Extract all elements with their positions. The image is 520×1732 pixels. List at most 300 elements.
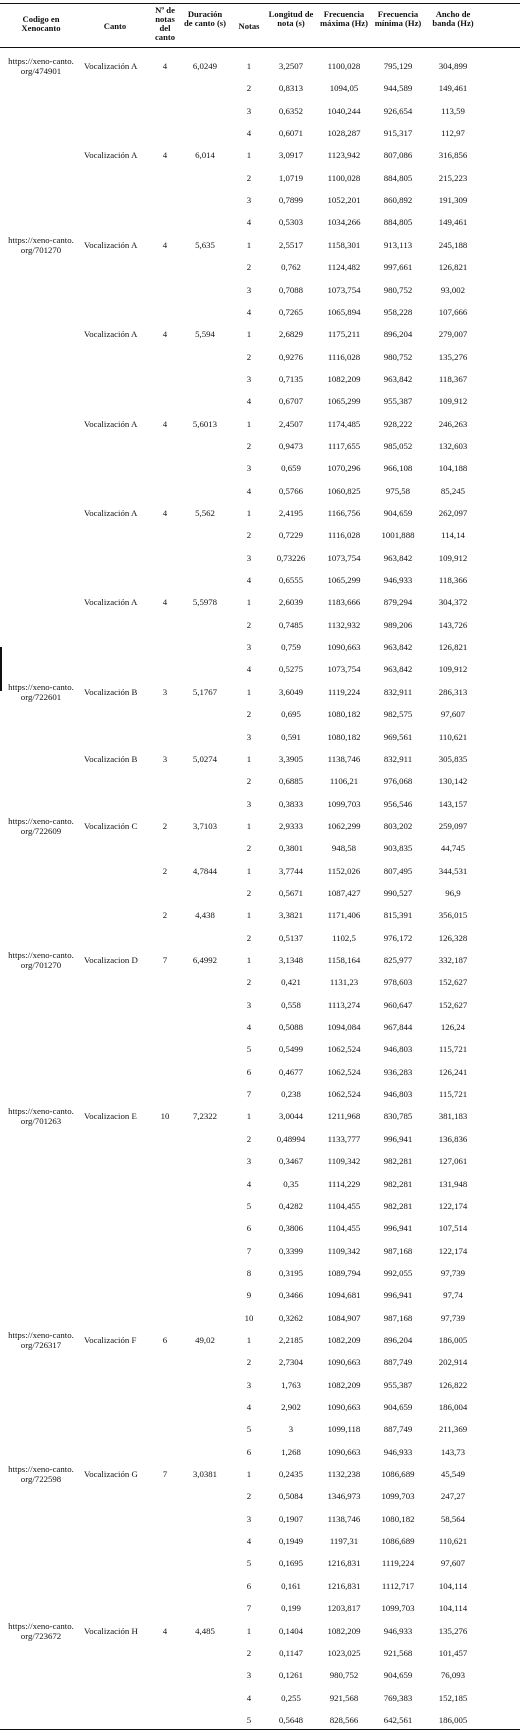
cell-freq-min: 803,202 [383,820,413,831]
cell-ancho: 191,309 [438,195,468,206]
cell-num-notas: 10 [160,1111,170,1122]
cell-freq-min: 795,129 [383,61,413,71]
cell-longitud: 0,5084 [278,1491,304,1502]
cell-freq-max: 1090,663 [327,642,361,653]
cell-duracion: 5,594 [195,329,215,340]
cell-canto: Vocalización H [84,1625,138,1636]
cell-canto: Vocalización G [84,1469,138,1480]
cell-freq-max: 1114,229 [327,1178,361,1189]
cell-freq-max: 1065,299 [327,575,361,586]
cell-ancho: 143,73 [440,1446,466,1457]
cell-ancho: 45,549 [440,1469,466,1480]
cell-freq-min: 884,805 [383,172,413,183]
cell-ancho: 115,721 [438,1089,468,1100]
cell-longitud: 1,268 [281,1446,301,1457]
cell-ancho: 109,912 [438,664,468,675]
cell-ancho: 115,721 [438,1044,468,1055]
cell-nota: 2 [246,1647,252,1658]
cell-ancho: 186,004 [438,1402,468,1412]
cell-freq-min: 987,168 [383,1245,413,1256]
cell-ancho: 131,948 [438,1178,468,1189]
cell-longitud: 0,7899 [278,195,304,206]
cell-freq-min: 904,659 [383,508,413,518]
cell-freq-max: 1065,299 [327,396,361,407]
cell-longitud: 2,4195 [278,508,304,518]
cell-freq-max: 1211,968 [327,1111,361,1122]
cell-freq-max: 1131,23 [329,977,359,988]
cell-longitud: 0,1907 [278,1513,304,1524]
cell-ancho: 97,739 [440,1267,466,1278]
cell-freq-max: 1104,455 [327,1223,361,1234]
cell-ancho: 104,188 [438,463,468,474]
cell-longitud: 0,238 [281,1089,301,1100]
cell-nota: 5 [246,1714,252,1725]
cell-freq-max: 1080,182 [327,731,361,742]
cell-longitud: 1,0719 [278,172,304,183]
cell-nota: 4 [246,306,252,317]
cell-ancho: 152,627 [438,977,468,988]
cell-nota: 4 [246,217,252,228]
cell-codigo: https://xeno-canto. org/701270 [8,950,74,970]
cell-freq-min: 990,527 [383,887,413,898]
cell-ancho: 286,313 [438,686,468,697]
cell-longitud: 0,6707 [278,396,304,407]
cell-longitud: 3 [288,1424,294,1435]
cell-nota: 5 [246,1044,252,1055]
cell-freq-min: 1001,888 [381,530,415,541]
cell-freq-max: 921,568 [329,1692,359,1703]
cell-longitud: 0,255 [281,1692,301,1703]
cell-freq-min: 896,204 [383,329,413,340]
cell-nota: 1 [246,1625,252,1636]
cell-nota: 3 [246,552,252,563]
cell-freq-max: 1099,703 [327,798,361,809]
cell-freq-max: 1197,31 [329,1536,359,1547]
cell-ancho: 126,821 [438,262,468,273]
cell-longitud: 0,3467 [278,1156,304,1167]
cell-longitud: 0,5303 [278,217,304,228]
cell-freq-min: 904,659 [383,1402,413,1412]
cell-freq-min: 980,752 [383,351,413,362]
cell-ancho: 109,912 [438,396,468,407]
cell-freq-min: 926,654 [383,105,413,116]
cell-canto: Vocalización F [84,1334,137,1345]
cell-freq-min: 884,805 [383,217,413,228]
cell-longitud: 2,6829 [278,329,304,340]
cell-longitud: 0,6555 [278,575,304,586]
cell-codigo: https://xeno-canto. org/726317 [8,1329,74,1350]
cell-duracion: 7,2322 [192,1111,218,1122]
cell-longitud: 0,762 [281,262,301,273]
cell-freq-min: 978,603 [383,977,413,988]
cell-freq-max: 1132,932 [327,619,361,630]
cell-num-notas: 4 [162,329,168,340]
cell-freq-max: 1082,209 [327,1334,361,1345]
cell-ancho: 135,276 [438,351,468,362]
cell-ancho: 132,603 [438,440,468,451]
cell-ancho: 97,607 [440,1558,466,1569]
cell-codigo: https://xeno-canto. org/701263 [8,1106,74,1127]
cell-freq-min: 946,933 [383,575,413,586]
cell-nota: 8 [246,1267,252,1278]
cell-longitud: 0,659 [281,463,301,474]
cell-freq-max: 1094,084 [327,1022,361,1033]
cell-codigo: https://xeno-canto. org/474901 [8,56,74,76]
cell-freq-max: 1090,663 [327,1446,361,1457]
cell-ancho: 202,914 [438,1357,468,1368]
cell-duracion: 5,5978 [192,597,218,608]
cell-ancho: 247,27 [440,1491,466,1502]
cell-freq-max: 1089,794 [327,1267,361,1278]
cell-longitud: 0,5499 [278,1044,304,1055]
cell-longitud: 3,2507 [278,61,304,71]
cell-freq-max: 1099,118 [327,1424,361,1435]
cell-freq-min: 1099,703 [381,1603,415,1614]
cell-ancho: 122,174 [438,1245,468,1256]
cell-longitud: 0,759 [281,642,301,653]
cell-nota: 4 [246,664,252,675]
cell-longitud: 0,5671 [278,887,304,898]
cell-freq-min: 1112,717 [381,1580,415,1591]
cell-ancho: 96,9 [445,887,461,898]
cell-ancho: 127,061 [438,1156,468,1167]
cell-ancho: 85,245 [440,485,466,496]
cell-freq-max: 1152,026 [327,865,361,876]
cell-nota: 1 [246,910,252,921]
cell-nota: 7 [246,1089,252,1100]
cell-freq-min: 807,495 [383,865,413,876]
cell-longitud: 0,7088 [278,284,304,295]
cell-freq-min: 992,055 [383,1267,413,1278]
cell-longitud: 0,1261 [278,1670,304,1681]
cell-freq-min: 832,911 [383,686,413,697]
cell-freq-min: 996,941 [383,1290,413,1301]
cell-freq-min: 955,387 [383,396,413,407]
cell-longitud: 2,6039 [278,597,304,608]
cell-longitud: 0,6071 [278,128,304,139]
cell-duracion: 5,562 [195,508,215,518]
header-codigo: Codigo en Xenocanto [21,14,61,33]
cell-longitud: 0,3262 [278,1312,304,1323]
cell-freq-min: 928,222 [383,418,413,429]
cell-ancho: 186,005 [438,1714,468,1725]
cell-freq-max: 1109,342 [327,1245,361,1256]
cell-freq-min: 976,172 [383,932,413,943]
cell-freq-max: 1080,182 [327,709,361,720]
cell-nota: 3 [246,1379,252,1390]
cell-nota: 2 [246,440,252,451]
cell-nota: 1 [246,955,252,965]
cell-duracion: 6,014 [195,150,215,161]
cell-freq-min: 825,977 [383,955,413,965]
cell-freq-min: 921,568 [383,1647,413,1658]
cell-nota: 9 [246,1290,252,1301]
cell-ancho: 143,157 [438,798,468,809]
cell-freq-min: 982,281 [383,1178,413,1189]
cell-longitud: 2,4507 [278,418,304,429]
cell-nota: 4 [246,1402,252,1412]
cell-ancho: 122,174 [438,1200,468,1211]
cell-nota: 2 [246,776,252,787]
cell-freq-min: 904,659 [383,1670,413,1681]
cell-freq-min: 956,546 [383,798,413,809]
cell-ancho: 93,002 [440,284,466,295]
cell-freq-max: 1138,746 [327,1513,361,1524]
cell-num-notas: 7 [162,955,168,965]
cell-nota: 2 [246,619,252,630]
cell-freq-min: 982,575 [383,709,413,720]
table-top-rule [0,3,520,4]
cell-freq-max: 1065,894 [327,306,361,317]
cell-num-notas: 4 [162,1625,168,1636]
cell-duracion: 5,0274 [192,753,218,764]
cell-nota: 6 [246,1446,252,1457]
cell-duracion: 6,0249 [192,61,218,71]
cell-nota: 2 [246,351,252,362]
cell-freq-max: 1216,831 [327,1558,361,1569]
cell-num-notas: 4 [162,61,168,71]
cell-freq-max: 1116,028 [327,351,361,362]
cell-nota: 3 [246,463,252,474]
cell-nota: 1 [246,1334,252,1345]
cell-canto: Vocalización A [84,418,138,429]
cell-ancho: 126,822 [438,1379,468,1390]
cell-nota: 4 [246,575,252,586]
cell-longitud: 1,763 [281,1379,301,1390]
header-freq-max: Frecuencia máxima (Hz) [320,9,368,28]
cell-freq-max: 1132,238 [327,1469,361,1480]
cell-ancho: 107,514 [438,1223,468,1234]
cell-freq-max: 1094,05 [329,83,359,94]
cell-freq-max: 1062,299 [327,820,361,831]
cell-freq-max: 1100,028 [327,172,361,183]
cell-longitud: 0,35 [283,1178,299,1189]
header-longitud: Longitud de nota (s) [268,9,314,28]
cell-nota: 3 [246,195,252,206]
cell-nota: 4 [246,396,252,407]
cell-num-notas: 3 [162,753,168,764]
cell-freq-min: 860,892 [383,195,413,206]
cell-num-notas: 4 [162,418,168,429]
cell-freq-max: 1094,681 [327,1290,361,1301]
cell-ancho: 104,114 [438,1603,468,1614]
cell-nota: 1 [246,239,252,250]
cell-nota: 2 [246,887,252,898]
cell-ancho: 118,367 [438,373,468,384]
cell-nota: 1 [246,61,252,71]
cell-duracion: 3,0381 [192,1469,218,1480]
cell-freq-max: 1183,666 [327,597,361,608]
cell-num-notas: 4 [162,150,168,161]
cell-ancho: 246,263 [438,418,468,429]
cell-freq-min: 982,281 [383,1200,413,1211]
cell-freq-max: 1119,224 [327,686,361,697]
cell-freq-max: 1100,028 [327,61,361,71]
cell-nota: 3 [246,1513,252,1524]
cell-ancho: 109,912 [438,552,468,563]
cell-longitud: 3,0044 [278,1111,304,1122]
cell-freq-max: 1109,342 [327,1156,361,1167]
cell-freq-min: 966,108 [383,463,413,474]
cell-longitud: 0,5766 [278,485,304,496]
cell-freq-min: 830,785 [383,1111,413,1122]
cell-ancho: 245,188 [438,239,468,250]
cell-duracion: 4,485 [195,1625,215,1636]
cell-ancho: 136,836 [438,1133,468,1144]
cell-longitud: 0,1695 [278,1558,304,1569]
cell-nota: 1 [246,686,252,697]
cell-nota: 1 [246,329,252,340]
cell-canto: Vocalizacion D [84,955,138,965]
cell-nota: 1 [246,820,252,831]
cell-freq-min: 963,842 [383,552,413,563]
cell-ancho: 332,187 [438,955,468,965]
cell-nota: 2 [246,977,252,988]
cell-ancho: 149,461 [438,83,468,94]
cell-longitud: 3,1348 [278,955,304,965]
cell-nota: 3 [246,642,252,653]
cell-longitud: 0,3806 [278,1223,304,1234]
cell-longitud: 0,7135 [278,373,304,384]
cell-longitud: 0,7229 [278,530,304,541]
cell-freq-min: 896,204 [383,1334,413,1345]
cell-canto: Vocalización B [84,753,138,764]
cell-longitud: 0,7485 [278,619,304,630]
cell-freq-max: 1166,756 [327,508,361,518]
cell-ancho: 101,457 [438,1647,468,1658]
cell-nota: 7 [246,1603,252,1614]
cell-duracion: 5,635 [195,239,215,250]
cell-freq-min: 1119,224 [381,1558,415,1569]
cell-nota: 4 [246,1178,252,1189]
cell-ancho: 44,745 [440,843,466,854]
cell-nota: 3 [246,798,252,809]
cell-nota: 3 [246,731,252,742]
cell-longitud: 0,2435 [278,1469,304,1480]
cell-longitud: 3,6049 [278,686,304,697]
cell-ancho: 186,005 [438,1334,468,1345]
cell-num-notas: 3 [162,686,168,697]
cell-ancho: 126,821 [438,642,468,653]
cell-ancho: 76,093 [440,1670,466,1681]
cell-longitud: 0,695 [281,709,301,720]
cell-freq-max: 1028,287 [327,128,361,139]
cell-ancho: 130,142 [438,776,468,787]
cell-freq-min: 913,113 [383,239,413,250]
cell-freq-min: 996,941 [383,1133,413,1144]
cell-ancho: 97,74 [443,1290,463,1301]
cell-ancho: 259,097 [438,820,468,831]
cell-freq-min: 1099,703 [381,1491,415,1502]
cell-freq-min: 915,317 [383,128,413,139]
cell-freq-max: 980,752 [329,1670,359,1681]
cell-nota: 1 [246,1111,252,1122]
cell-freq-max: 828,566 [329,1714,359,1725]
cell-freq-max: 1158,301 [327,239,361,250]
cell-freq-min: 946,933 [383,1446,413,1457]
cell-freq-min: 807,086 [383,150,413,161]
cell-nota: 6 [246,1066,252,1077]
cell-freq-min: 642,561 [383,1714,413,1725]
cell-freq-min: 958,228 [383,306,413,317]
cell-ancho: 262,097 [438,508,468,518]
cell-freq-max: 1346,973 [327,1491,361,1502]
cell-nota: 5 [246,1424,252,1435]
cell-freq-max: 1023,025 [327,1647,361,1658]
cell-freq-max: 1062,524 [327,1089,361,1100]
cell-ancho: 112,97 [441,128,465,139]
cell-longitud: 0,3466 [278,1290,304,1301]
header-duracion: Duración de canto (s) [184,9,227,28]
cell-freq-max: 948,58 [331,843,357,854]
cell-codigo: https://xeno-canto. org/701270 [8,234,74,255]
cell-longitud: 0,1147 [279,1647,303,1658]
header-freq-min: Frecuencia mínima (Hz) [374,9,422,28]
cell-ancho: 97,607 [440,709,466,720]
cell-freq-min: 985,052 [383,440,413,451]
cell-nota: 2 [246,172,252,183]
cell-freq-min: 946,933 [383,1625,413,1636]
cell-nota: 4 [246,485,252,496]
cell-ancho: 113,59 [441,105,465,116]
cell-nota: 1 [246,150,252,161]
cell-freq-min: 963,842 [383,373,413,384]
cell-freq-min: 887,749 [383,1424,413,1435]
cell-freq-min: 967,844 [383,1022,413,1033]
cell-longitud: 0,3833 [278,798,304,809]
cell-longitud: 0,3195 [278,1267,304,1278]
cell-ancho: 344,531 [438,865,468,876]
cell-freq-min: 975,58 [385,485,411,496]
cell-nota: 1 [246,1469,252,1480]
cell-duracion: 4,438 [195,910,215,921]
cell-freq-min: 969,561 [383,731,413,742]
cell-nota: 2 [246,843,252,854]
cell-longitud: 0,9276 [278,351,304,362]
cell-longitud: 0,5648 [278,1714,304,1725]
cell-num-notas: 7 [162,1469,168,1480]
cell-ancho: 316,856 [438,150,468,161]
cell-nota: 1 [246,508,252,518]
cell-freq-min: 936,283 [383,1066,413,1077]
cell-freq-max: 1124,482 [327,262,361,273]
cell-nota: 5 [246,1200,252,1211]
cell-nota: 4 [246,1692,252,1703]
cell-nota: 4 [246,1536,252,1547]
cell-freq-min: 955,387 [383,1379,413,1390]
cell-longitud: 0,3801 [278,843,304,854]
cell-freq-max: 1090,663 [327,1402,361,1412]
cell-ancho: 118,366 [438,575,468,586]
cell-nota: 2 [246,1357,252,1368]
cell-num-notas: 2 [162,910,168,921]
cell-freq-min: 963,842 [383,642,413,653]
cell-ancho: 215,223 [438,172,468,183]
cell-freq-max: 1082,209 [327,373,361,384]
cell-freq-max: 1034,266 [327,217,361,228]
cell-nota: 4 [246,128,252,139]
cell-longitud: 0,161 [281,1580,301,1591]
cell-freq-min: 960,647 [383,999,413,1010]
cell-num-notas: 4 [162,597,168,608]
cell-canto: Vocalización A [84,239,138,250]
cell-nota: 2 [246,1491,252,1502]
cell-freq-max: 1138,746 [327,753,361,764]
cell-ancho: 126,241 [438,1066,468,1077]
cell-nota: 2 [246,1133,252,1144]
cell-ancho: 58,564 [440,1513,466,1524]
cell-canto: Vocalización A [84,329,138,340]
